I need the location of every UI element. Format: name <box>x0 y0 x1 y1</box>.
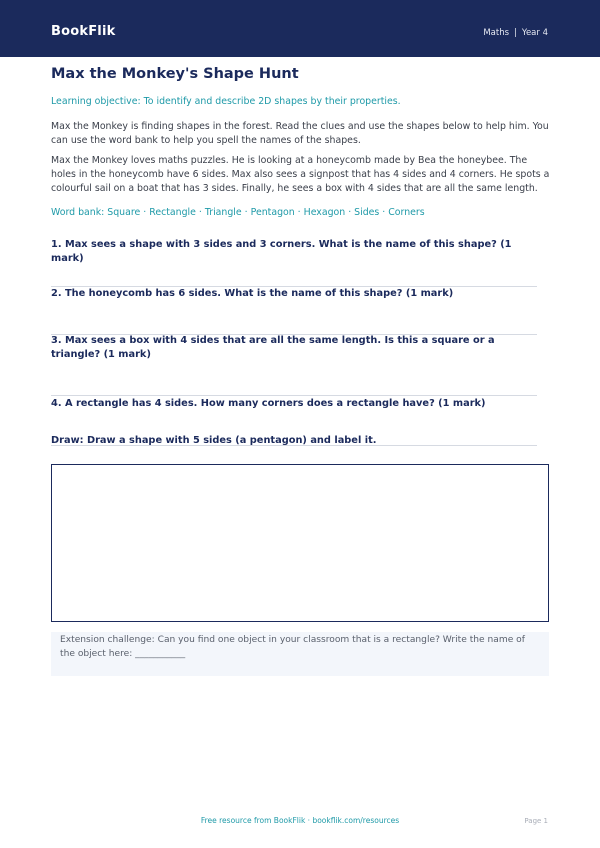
question-4: 4. A rectangle has 4 sides. How many corners does a rectangle have? (1 mark) <box>51 398 486 409</box>
story-paragraph: Max the Monkey loves maths puzzles. He is looking at a honeycomb made by Bea the honeybee. The holes in the honeycomb have 6 sides. Max also sees a signpost that has 4 sides and 4 corners. He spots a colourful sail on a boat that has 3 sides. Finally, he sees a box with 4 sides that are all the same length. <box>51 155 550 194</box>
brand-logo: BookFlik <box>51 24 116 39</box>
extension-challenge: Extension challenge: Can you find one object in your classroom that is a rectangle? Write the name of the object here: ___________ <box>51 632 549 676</box>
learning-objective: Learning objective: To identify and describe 2D shapes by their properties. <box>51 96 401 107</box>
footer-text: Free resource from BookFlik · bookflik.com/resources <box>200 816 400 825</box>
question-1: 1. Max sees a shape with 3 sides and 3 corners. What is the name of this shape? (1 mark) <box>51 239 512 264</box>
header-separator: | <box>514 28 517 38</box>
draw-prompt: Draw: Draw a shape with 5 sides (a pentagon) and label it. <box>51 435 377 446</box>
word-bank: Word bank: Square · Rectangle · Triangle · Pentagon · Hexagon · Sides · Corners <box>51 207 425 218</box>
question-3: 3. Max sees a box with 4 sides that are all the same length. Is this a square or a triangle? (1 mark) <box>51 335 495 360</box>
question-2: 2. The honeycomb has 6 sides. What is the name of this shape? (1 mark) <box>51 288 454 299</box>
answer-line-3[interactable] <box>51 395 537 396</box>
subject-year-label <box>483 28 548 38</box>
worksheet-title: Max the Monkey's Shape Hunt <box>51 66 299 82</box>
intro-paragraph: Max the Monkey is finding shapes in the forest. Read the clues and use the shapes below to help him. You can use the word bank to help you spell the names of the shapes. <box>51 121 549 146</box>
year-label: Year 4 <box>521 28 548 38</box>
subject-label: Maths <box>483 28 510 38</box>
page-header <box>0 0 600 57</box>
page-number: Page 1 <box>524 817 548 825</box>
drawing-box[interactable] <box>51 464 549 622</box>
